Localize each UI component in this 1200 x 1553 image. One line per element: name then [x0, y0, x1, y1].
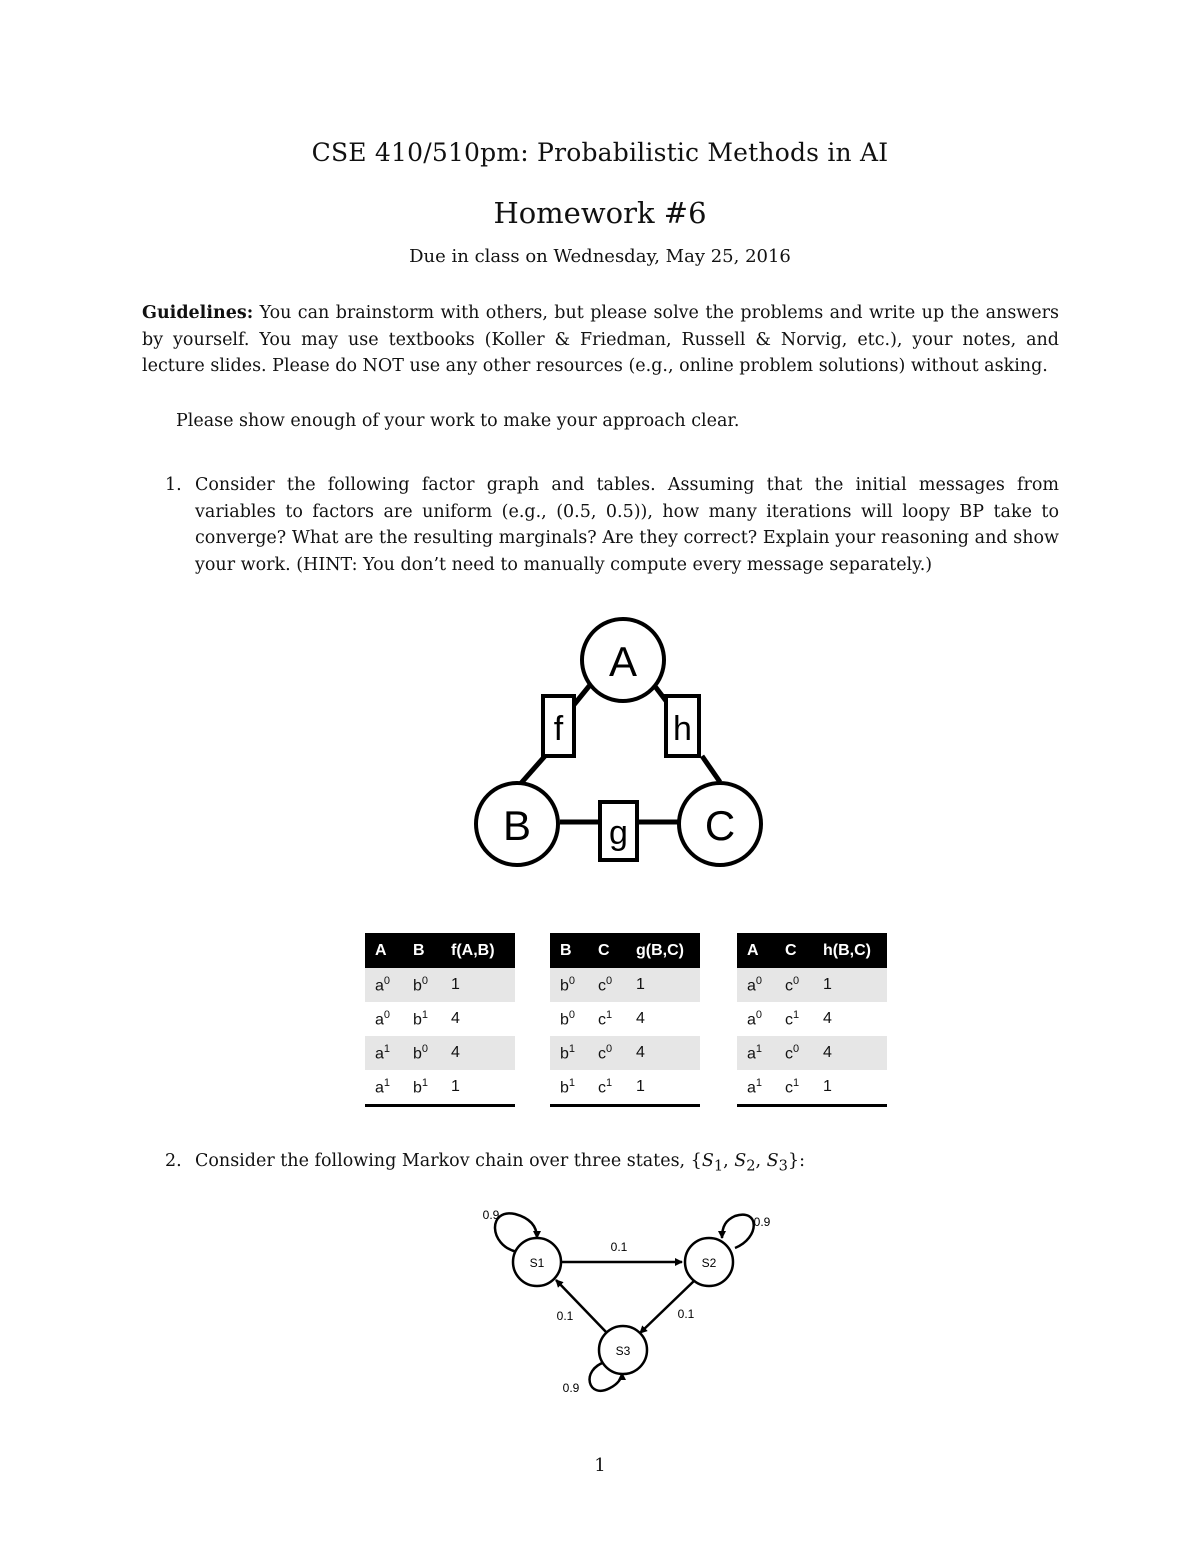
variable-label-c: C	[704, 802, 736, 849]
prob-label-s3-s1: 0.1	[556, 1309, 574, 1323]
table-cell: $a^0$	[747, 1008, 763, 1029]
table-header: C	[588, 933, 626, 968]
table-row	[737, 1002, 887, 1036]
table-cell: $b^1$	[403, 1070, 441, 1106]
table-cell: 4	[626, 1036, 700, 1070]
state-label-s1: S1	[529, 1256, 545, 1270]
table-row	[365, 1036, 515, 1070]
table-header-row	[737, 933, 887, 968]
table-cell: $a^1$	[737, 1070, 775, 1106]
prob-label-s2-self: 0.9	[753, 1215, 771, 1229]
table-cell: $c^1$	[598, 1008, 613, 1029]
prob-label-s2-s3: 0.1	[677, 1307, 695, 1321]
factor-label-h: h	[673, 710, 692, 748]
table-cell: $a^0$	[365, 968, 403, 1002]
table-cell: $c^0$	[775, 1036, 813, 1070]
transition-s3-s1	[556, 1280, 607, 1333]
table-cell: 1	[441, 968, 515, 1002]
question-2	[165, 1148, 1059, 1180]
table-row	[550, 1036, 700, 1070]
homework-title: Homework #6	[493, 196, 707, 230]
factor-table-f	[365, 933, 515, 1107]
table-cell: 4	[636, 1010, 645, 1027]
table-cell: $c^0$	[588, 968, 626, 1002]
table-cell: 1	[813, 968, 887, 1002]
factor-table-g	[550, 933, 700, 1107]
table-row	[737, 1036, 887, 1070]
prob-label-s1-s2: 0.1	[610, 1240, 628, 1254]
factor-label-g: g	[609, 814, 628, 852]
table-row	[365, 1002, 515, 1036]
course-title: CSE 410/510pm: Probabilistic Methods in AI	[311, 138, 889, 167]
table-row	[737, 968, 887, 1002]
table-cell: $a^0$	[737, 968, 775, 1002]
table-cell: $b^0$	[403, 968, 441, 1002]
table-header: A	[737, 933, 775, 968]
table-row	[737, 1070, 887, 1106]
table-row	[550, 968, 700, 1002]
table-cell: $b^0$	[560, 1008, 576, 1029]
self-loop-s2	[722, 1215, 754, 1248]
table-header: C	[775, 933, 813, 968]
variable-label-a: A	[608, 638, 638, 685]
table-cell: $b^0$	[550, 968, 588, 1002]
table-row	[365, 968, 515, 1002]
table-cell: $b^0$	[403, 1036, 441, 1070]
question-text: Consider the following factor graph and tables. Assuming that the initial messages from variables to factors are uniform (e.g., (0.5, 0.5)), how many iterations will loopy BP take to converge? What are the resulting marginals? Are they correct? Explain your reasoning and show your work. (HINT: You don’t need to manually compute every message separately.)	[195, 475, 1059, 575]
table-row	[365, 1070, 515, 1106]
prob-label-s3-self: 0.9	[562, 1381, 580, 1395]
due-date: Due in class on Wednesday, May 25, 2016	[409, 246, 791, 267]
table-header: g(B,C)	[626, 933, 700, 968]
factor-table-h	[737, 933, 887, 1107]
state-label-s2: S2	[701, 1256, 717, 1270]
state-label-s3: S3	[615, 1344, 631, 1358]
table-cell: 4	[451, 1010, 460, 1027]
table-cell: $c^1$	[588, 1070, 626, 1106]
table-cell: $c^1$	[775, 1070, 813, 1106]
table-cell: $a^1$	[365, 1070, 403, 1106]
table-header-row	[550, 933, 700, 968]
table-header: A	[365, 933, 403, 968]
table-header-row	[365, 933, 515, 968]
table-row	[550, 1002, 700, 1036]
factor-label-f: f	[553, 710, 564, 748]
question-number: 1.	[165, 475, 182, 495]
table-cell: 4	[441, 1036, 515, 1070]
table-header: B	[403, 933, 441, 968]
table-cell: 1	[813, 1070, 887, 1106]
table-cell: 1	[441, 1070, 515, 1106]
guidelines-text: You can brainstorm with others, but please solve the problems and write up the answers by yourself. You may use textbooks (Koller & Friedman, Russell & Norvig, etc.), your notes, and lecture slides. Please do NOT use any other resources (e.g., online problem solutions) without asking.	[142, 303, 1059, 376]
table-cell: $c^0$	[588, 1036, 626, 1070]
prob-label-s1-self: 0.9	[482, 1208, 500, 1222]
page-number: 1	[594, 1455, 606, 1476]
question-text: Consider the following Markov chain over three states, {$S_1$, $S_2$, $S_3$}:	[195, 1151, 805, 1175]
table-cell: $b^1$	[550, 1070, 588, 1106]
markov-chain-diagram	[470, 1200, 790, 1400]
table-header: f(A,B)	[441, 933, 515, 968]
table-cell: $b^1$	[413, 1008, 429, 1029]
table-cell: 4	[823, 1010, 832, 1027]
show-work-note: Please show enough of your work to make your approach clear.	[176, 411, 740, 431]
question-number: 2.	[165, 1151, 182, 1171]
guidelines-paragraph	[142, 300, 1059, 380]
table-row	[550, 1070, 700, 1106]
table-cell: $c^0$	[775, 968, 813, 1002]
edge-h-c	[702, 756, 720, 782]
guidelines-label: Guidelines:	[142, 303, 254, 323]
variable-label-b: B	[502, 802, 532, 849]
table-cell: 1	[626, 968, 700, 1002]
factor-graph	[470, 610, 770, 870]
table-cell: 4	[813, 1036, 887, 1070]
table-cell: $c^1$	[785, 1008, 800, 1029]
table-cell: $a^0$	[375, 1008, 391, 1029]
table-cell: $a^1$	[365, 1036, 403, 1070]
table-cell: 1	[626, 1070, 700, 1106]
table-header: h(B,C)	[813, 933, 887, 968]
table-cell: $b^1$	[550, 1036, 588, 1070]
table-cell: $a^1$	[737, 1036, 775, 1070]
table-header: B	[550, 933, 588, 968]
question-1	[165, 472, 1059, 578]
